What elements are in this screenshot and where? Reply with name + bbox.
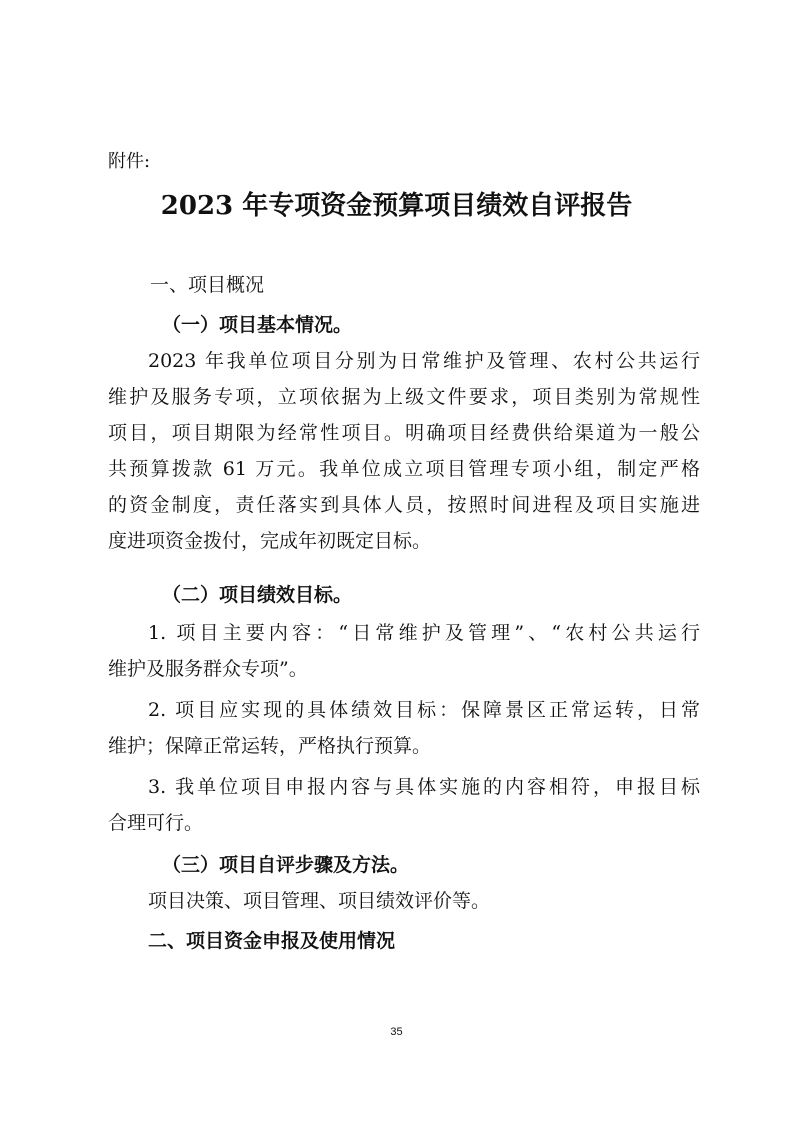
section-heading-overview: 一、项目概况	[150, 274, 265, 296]
paragraph-line: 项目，项目期限为经常性项目。明确项目经费供给渠道为一般公	[108, 422, 700, 444]
paragraph-line: 2023 年我单位项目分别为日常维护及管理、农村公共运行	[148, 350, 700, 372]
subsection-heading-performance-goals: （二）项目绩效目标。	[162, 584, 353, 606]
paragraph-line: 的资金制度，责任落实到具体人员，按照时间进程及项目实施进	[108, 494, 700, 516]
paragraph-line: 维护；保障正常运转，严格执行预算。	[108, 735, 432, 757]
page-number: 35	[390, 1026, 403, 1038]
document-title: 2023 年专项资金预算项目绩效自评报告	[160, 191, 633, 221]
subsection-heading-evaluation-method: （三）项目自评步骤及方法。	[162, 854, 410, 876]
paragraph-line: 3. 我单位项目申报内容与具体实施的内容相符，申报目标	[148, 776, 700, 798]
paragraph-line: 维护及服务群众专项”。	[108, 658, 308, 680]
paragraph-line: 1. 项目主要内容：“日常维护及管理”、“农村公共运行	[148, 622, 700, 644]
paragraph-line: 共预算拨款 61 万元。我单位成立项目管理专项小组，制定严格	[108, 458, 700, 480]
section-heading-funding: 二、项目资金申报及使用情况	[148, 930, 396, 952]
paragraph-line: 2. 项目应实现的具体绩效目标：保障景区正常运转，日常	[148, 699, 700, 721]
paragraph-line: 维护及服务专项，立项依据为上级文件要求，项目类别为常规性	[108, 386, 700, 408]
subsection-heading-basic-info: （一）项目基本情况。	[162, 314, 353, 336]
annex-label: 附件:	[108, 151, 151, 172]
paragraph-line: 度进项资金拨付，完成年初既定目标。	[108, 530, 432, 552]
paragraph-line: 项目决策、项目管理、项目绩效评价等。	[148, 890, 491, 912]
paragraph-line: 合理可行。	[108, 812, 204, 834]
